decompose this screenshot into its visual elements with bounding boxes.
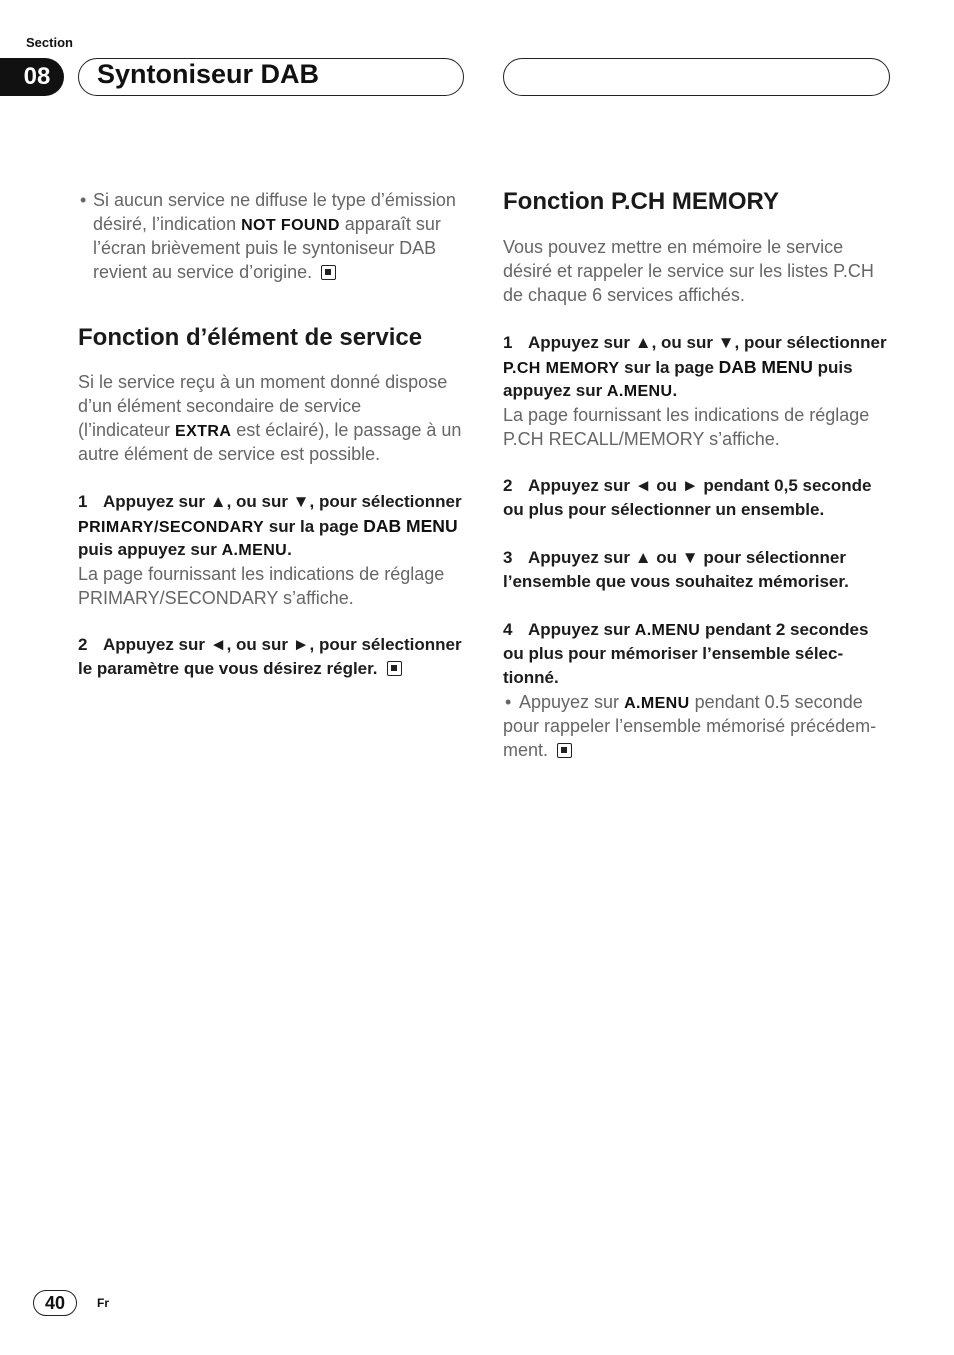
step-line bbox=[503, 355, 887, 379]
end-mark-icon bbox=[557, 743, 572, 758]
menu-page-label: DAB MENU bbox=[718, 357, 813, 377]
text-line bbox=[78, 394, 461, 418]
text-run: apparaît sur bbox=[339, 214, 441, 234]
step-line bbox=[78, 490, 462, 514]
indicator-not-found: NOT FOUND bbox=[241, 217, 340, 234]
button-label: A.MENU bbox=[624, 695, 690, 712]
text-run: pour rappeler l’ensemble mémorisé précédem- bbox=[503, 716, 877, 736]
step-result-line bbox=[503, 403, 887, 427]
step-number: 3 bbox=[503, 548, 513, 567]
text-run: . bbox=[287, 540, 292, 559]
pch-memory-intro bbox=[503, 235, 874, 307]
text-run: ou plus pour sélectionner un ensemble. bbox=[503, 500, 825, 519]
text-run: Appuyez sur bbox=[519, 692, 625, 712]
text-run: Appuyez sur bbox=[528, 620, 635, 639]
text-run: sur la page bbox=[619, 358, 719, 377]
step-number: 2 bbox=[78, 635, 88, 654]
text-run: Appuyez sur ▲, ou sur ▼, pour sélectionner bbox=[103, 492, 462, 511]
menu-item-label: PRIMARY/SECONDARY bbox=[78, 519, 265, 536]
step-line bbox=[503, 498, 872, 522]
text-run: d’un élément secondaire de service bbox=[78, 396, 362, 416]
step-note-line bbox=[503, 714, 876, 738]
bullet-mark: • bbox=[505, 692, 512, 712]
step-number: 2 bbox=[503, 476, 513, 495]
text-run: ment. bbox=[503, 740, 549, 760]
not-found-note bbox=[78, 188, 456, 284]
step-note-line bbox=[503, 738, 876, 762]
step-note-line bbox=[503, 690, 876, 714]
text-line bbox=[503, 259, 874, 283]
text-line bbox=[93, 188, 456, 212]
step-number: 4 bbox=[503, 620, 513, 639]
text-run: revient au service d’origine. bbox=[93, 262, 313, 282]
step-1 bbox=[503, 331, 887, 451]
text-run: Vous pouvez mettre en mémoire le service bbox=[503, 237, 844, 257]
text-run: Appuyez sur ▲, ou sur ▼, pour sélectionner bbox=[528, 333, 887, 352]
text-line bbox=[78, 442, 461, 466]
text-run: Appuyez sur ◄, ou sur ►, pour sélectionner bbox=[103, 635, 462, 654]
step-line bbox=[78, 538, 462, 562]
step-line bbox=[503, 474, 872, 498]
end-mark-icon bbox=[387, 661, 402, 676]
step-3 bbox=[503, 546, 849, 594]
text-run: est éclairé), le passage à un bbox=[231, 420, 462, 440]
text-run: l’ensemble que vous souhaitez mémoriser. bbox=[503, 572, 849, 591]
language-label: Fr bbox=[97, 1296, 109, 1310]
step-line bbox=[78, 514, 462, 538]
text-run: (l’indicateur bbox=[78, 420, 176, 440]
text-run: pendant 0.5 seconde bbox=[689, 692, 863, 712]
text-line bbox=[93, 212, 456, 236]
text-run: PRIMARY/SECONDARY s’affiche. bbox=[78, 588, 354, 608]
indicator-extra: EXTRA bbox=[175, 423, 232, 440]
text-run: pendant 2 secondes bbox=[700, 620, 869, 639]
text-run: puis bbox=[812, 358, 853, 377]
page-title: Syntoniseur DAB bbox=[97, 59, 320, 89]
text-run: sur la page bbox=[264, 517, 364, 536]
text-run: Si aucun service ne diffuse le type d’émission bbox=[93, 190, 456, 210]
page-number: 40 bbox=[33, 1290, 77, 1316]
step-line bbox=[503, 618, 876, 642]
text-run: La page fournissant les indications de réglage bbox=[78, 564, 445, 584]
step-1 bbox=[78, 490, 462, 610]
text-line bbox=[93, 236, 456, 260]
text-line bbox=[503, 235, 874, 259]
text-run: désiré et rappeler le service sur les listes P.CH bbox=[503, 261, 874, 281]
text-line bbox=[503, 283, 874, 307]
step-line bbox=[78, 633, 462, 657]
section-label: Section bbox=[26, 35, 73, 50]
step-number: 1 bbox=[503, 333, 513, 352]
text-run: ou plus pour mémoriser l’ensemble sélec- bbox=[503, 644, 844, 663]
step-line bbox=[503, 379, 887, 403]
step-2 bbox=[503, 474, 872, 522]
text-run: Si le service reçu à un moment donné dispose bbox=[78, 372, 448, 392]
text-run: puis appuyez sur bbox=[78, 540, 222, 559]
text-line bbox=[93, 260, 456, 284]
text-run: Appuyez sur ▲ ou ▼ pour sélectionner bbox=[528, 548, 846, 567]
menu-page-label: DAB MENU bbox=[363, 516, 458, 536]
text-run: appuyez sur bbox=[503, 381, 607, 400]
title-box bbox=[78, 58, 464, 96]
text-run: P.CH RECALL/MEMORY s’affiche. bbox=[503, 429, 780, 449]
step-line bbox=[503, 642, 876, 666]
heading-pch-memory: Fonction P.CH MEMORY bbox=[503, 188, 779, 215]
step-line bbox=[78, 657, 462, 681]
text-run: l’écran brièvement puis le syntoniseur DAB bbox=[93, 238, 437, 258]
text-run: le paramètre que vous désirez régler. bbox=[78, 659, 378, 678]
step-line bbox=[503, 331, 887, 355]
step-4 bbox=[503, 618, 876, 762]
step-2 bbox=[78, 633, 462, 681]
end-mark-icon bbox=[321, 265, 336, 280]
text-line bbox=[78, 370, 461, 394]
step-line bbox=[503, 570, 849, 594]
text-run: La page fournissant les indications de réglage bbox=[503, 405, 870, 425]
header-box-right bbox=[503, 58, 890, 96]
text-run: désiré, l’indication bbox=[93, 214, 242, 234]
step-number: 1 bbox=[78, 492, 88, 511]
step-result-line bbox=[78, 562, 462, 586]
step-result-line bbox=[78, 586, 462, 610]
text-run: autre élément de service est possible. bbox=[78, 444, 381, 464]
text-run: Appuyez sur ◄ ou ► pendant 0,5 seconde bbox=[528, 476, 872, 495]
menu-item-label: P.CH MEMORY bbox=[503, 360, 620, 377]
heading-element-service: Fonction d’élément de service bbox=[78, 324, 423, 351]
button-label: A.MENU bbox=[606, 383, 673, 400]
section-number-tab: 08 bbox=[0, 58, 64, 96]
button-label: A.MENU bbox=[221, 542, 288, 559]
button-label: A.MENU bbox=[634, 622, 701, 639]
text-line bbox=[78, 418, 461, 442]
bullet-mark: • bbox=[80, 190, 87, 210]
text-run: tionné. bbox=[503, 668, 559, 687]
step-line bbox=[503, 666, 876, 690]
text-run: . bbox=[672, 381, 678, 400]
element-service-intro bbox=[78, 370, 461, 466]
step-line bbox=[503, 546, 849, 570]
step-result-line bbox=[503, 427, 887, 451]
text-run: de chaque 6 services affichés. bbox=[503, 285, 745, 305]
